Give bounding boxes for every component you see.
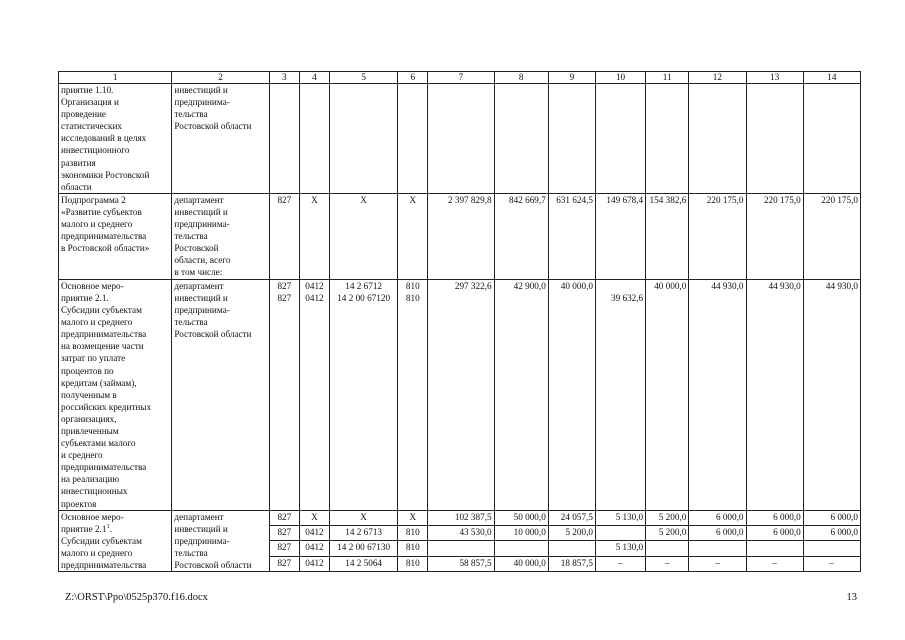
cell-col-12: 220 175,0 [689,193,746,279]
cell-col-14: 6 000,0 [803,526,860,541]
cell-col-8: 10 000,0 [494,526,548,541]
executor-line: предпринима- [174,97,230,108]
cell-col-12 [689,279,746,510]
cell-col-11 [646,84,689,194]
cell-value: 44 930,0 [711,280,744,291]
measure-name-line: Субсидии субъектам [61,535,142,546]
executor-line: предпринима- [174,219,230,230]
footnote-mark: 1 [106,522,110,530]
cell-value: 39 632,6 [610,292,644,303]
cell-col-7: 43 530,0 [428,526,494,541]
measure-name-line: затрат по уплате [61,353,126,364]
cell-col-14 [803,84,860,194]
measure-name-line: процентов по [61,365,114,376]
cell-col-8 [494,541,548,556]
cell-col-6: 810 [398,541,428,556]
cell-col-4 [299,84,329,194]
cell-col-3: 827 [269,193,299,279]
cell-col-10 [595,526,645,541]
cell-col-12: – [689,556,746,571]
measure-name-line: инвестиционного [61,145,130,156]
cell-col-6: 810 [398,526,428,541]
cell-col-7: 58 857,5 [428,556,494,571]
cell-value [648,292,686,304]
cell-value [551,292,593,304]
measure-name-line: приятие 2.1$^1$. [61,522,112,534]
measure-name-line: Основное меро- [61,280,124,291]
cell-value: 42 900,0 [513,280,546,291]
header-cell-9: 9 [548,72,595,84]
executor-line: департамент [174,280,224,291]
executor-line: департамент [174,511,224,522]
cell-col-4: 0412 [299,526,329,541]
cell-col-8 [494,84,548,194]
cell-col-10: 5 130,0 [595,541,645,556]
measure-name-line: малого и среднего [61,317,133,328]
table-header-row [59,72,861,84]
executor-line: в том числе: [174,267,223,278]
cell-col-4: 0412 [299,541,329,556]
cell-col-3 [269,279,299,510]
cell-col-3: 827 [269,510,299,525]
cell-col-8: 842 669,7 [494,193,548,279]
cell-value: 44 930,0 [768,280,801,291]
measure-name-line: и среднего [61,450,103,461]
table-row [59,279,861,510]
executor-line: инвестиций и [174,85,228,95]
measure-name-cell [59,84,172,194]
executor-line: департамент [174,194,224,205]
cell-col-3: 827 [269,526,299,541]
cell-col-11: 5 200,0 [646,526,689,541]
header-cell-1: 1 [59,72,172,84]
cell-col-11: 5 200,0 [646,510,689,525]
executor-line: тельства [174,317,208,328]
measure-name-line: организациях, [61,413,117,424]
cell-col-11: 154 382,6 [646,193,689,279]
cell-col-12: 6 000,0 [689,526,746,541]
cell-col-5: Х [330,193,398,279]
executor-line: предпринима- [174,305,230,316]
executor-line: тельства [174,231,208,242]
cell-col-3: 827 [269,556,299,571]
measure-name-line: экономики Ростовской [61,169,150,180]
cell-col-7 [428,279,494,510]
executor-cell [172,279,269,510]
header-cell-3: 3 [269,72,299,84]
cell-col-12 [689,541,746,556]
cell-col-4: Х [299,510,329,525]
executor-line: предпринима- [174,535,230,546]
measure-name-line: предпринимательства [61,462,147,473]
executor-line: тельства [174,109,208,120]
measure-name-line: Организация и [61,97,119,108]
measure-name-line: статистических [61,121,122,132]
measure-name-line: инвестиционных [61,486,128,497]
cell-col-9: 5 200,0 [548,526,595,541]
header-cell-13: 13 [746,72,803,84]
cell-col-4: Х [299,193,329,279]
cell-col-5 [330,279,398,510]
cell-col-12 [689,84,746,194]
cell-value [691,292,743,304]
cell-col-13: 6 000,0 [746,510,803,525]
measure-name-line: исследований в целях [61,133,147,144]
executor-cell [172,84,269,194]
cell-value [430,292,491,304]
cell-value: 810 [405,280,420,291]
cell-col-13 [746,541,803,556]
header-cell-4: 4 [299,72,329,84]
executor-line: тельства [174,547,208,558]
executor-cell [172,510,269,571]
measure-name-line: приятие 1.10. [61,85,114,95]
measure-name-line: области [61,181,92,192]
header-cell-11: 11 [646,72,689,84]
header-cell-10: 10 [595,72,645,84]
cell-col-9 [548,279,595,510]
cell-col-9 [548,84,595,194]
measure-name-line: субъектами малого [61,438,136,449]
cell-col-8: 40 000,0 [494,556,548,571]
header-cell-12: 12 [689,72,746,84]
cell-col-5: 14 2 00 67130 [330,541,398,556]
cell-col-6 [398,279,428,510]
cell-col-6: Х [398,193,428,279]
measure-name-line: российских кредитных [61,401,152,412]
cell-col-12: 6 000,0 [689,510,746,525]
cell-value: 827 [277,280,292,291]
measure-name-line: Подпрограмма 2 [61,194,126,205]
cell-value: 827 [277,292,292,303]
cell-col-5: Х [330,510,398,525]
file-path: Z:\ORST\Ppo\0525p370.f16.docx [65,592,208,603]
executor-line: инвестиций и [174,292,228,303]
measure-name-cell [59,279,172,510]
cell-col-10 [595,279,645,510]
measure-name-line: «Развитие субъектов [61,206,142,217]
cell-value: 44 930,0 [825,280,858,291]
cell-value: 0412 [305,280,324,291]
cell-col-13 [746,279,803,510]
cell-col-11 [646,541,689,556]
cell-col-8 [494,279,548,510]
measure-name-line: предпринимательства [61,329,147,340]
cell-col-4 [299,279,329,510]
cell-col-5: 14 2 5064 [330,556,398,571]
cell-col-14 [803,279,860,510]
cell-col-6 [398,84,428,194]
measure-name-line: малого и среднего [61,219,133,230]
cell-value: 40 000,0 [654,280,687,291]
cell-col-14: 6 000,0 [803,510,860,525]
executor-cell [172,193,269,279]
measure-name-line: Субсидии субъектам [61,305,142,316]
executor-line: Ростовской области [174,559,252,570]
cell-col-11: – [646,556,689,571]
cell-value: 0412 [305,292,324,303]
cell-value [598,280,643,292]
header-cell-14: 14 [803,72,860,84]
executor-line: Ростовской [174,243,219,254]
executor-line: инвестиций и [174,206,228,217]
cell-col-13: 6 000,0 [746,526,803,541]
cell-col-6: 810 [398,556,428,571]
cell-col-7 [428,84,494,194]
cell-col-9: 631 624,5 [548,193,595,279]
measure-name-line: предпринимательства [61,231,147,242]
cell-col-10 [595,84,645,194]
cell-col-6: Х [398,510,428,525]
cell-value [749,292,801,304]
measure-name-line: предпринимательства [61,559,147,570]
cell-value: 14 2 6712 [345,280,382,291]
cell-col-3: 827 [269,541,299,556]
measure-name-line: приятие 2.1. [61,292,109,303]
cell-col-9 [548,541,595,556]
cell-col-14: – [803,556,860,571]
measure-name-cell [59,510,172,571]
cell-col-14: 220 175,0 [803,193,860,279]
cell-col-14 [803,541,860,556]
cell-value [806,292,858,304]
executor-line: Ростовской области [174,121,252,132]
cell-col-8: 50 000,0 [494,510,548,525]
table-row [59,193,861,279]
cell-col-5: 14 2 6713 [330,526,398,541]
measure-name-line: в Ростовской области» [61,243,150,254]
cell-value: 40 000,0 [560,280,593,291]
executor-line: области, всего [174,255,231,266]
measure-name-line: Основное меро- [61,511,124,522]
measure-name-cell [59,193,172,279]
measure-name-line: проектов [61,498,97,509]
cell-col-11 [646,279,689,510]
cell-col-9: 24 057,5 [548,510,595,525]
executor-line: инвестиций и [174,523,228,534]
cell-value [497,292,546,304]
cell-value: 14 2 00 67120 [337,292,391,303]
budget-table [58,71,861,572]
cell-value: 297 322,6 [454,280,492,291]
cell-col-7: 2 397 829,8 [428,193,494,279]
table-row [59,84,861,194]
measure-name-line: малого и среднего [61,547,133,558]
header-cell-2: 2 [172,72,269,84]
measure-name-line: полученным в [61,389,117,400]
cell-col-9: 18 857,5 [548,556,595,571]
cell-col-5 [330,84,398,194]
header-cell-5: 5 [330,72,398,84]
measure-name-line: проведение [61,109,107,120]
measure-name-line: развития [61,157,96,168]
measure-name-line: привлеченным [61,425,119,436]
cell-col-4: 0412 [299,556,329,571]
cell-col-13: 220 175,0 [746,193,803,279]
cell-col-13: – [746,556,803,571]
cell-col-10: 149 678,4 [595,193,645,279]
measure-name-line: на реализацию [61,474,120,485]
measure-name-line: кредитам (займам), [61,377,137,388]
header-cell-6: 6 [398,72,428,84]
cell-col-10: – [595,556,645,571]
header-cell-8: 8 [494,72,548,84]
cell-col-7: 102 387,5 [428,510,494,525]
cell-col-13 [746,84,803,194]
header-cell-7: 7 [428,72,494,84]
cell-value: 810 [405,292,420,303]
cell-col-7 [428,541,494,556]
cell-col-3 [269,84,299,194]
executor-line: Ростовской области [174,329,252,340]
cell-col-10: 5 130,0 [595,510,645,525]
table-row [59,510,861,525]
measure-name-line: на возмещение части [61,341,144,352]
page-number: 13 [846,592,857,603]
